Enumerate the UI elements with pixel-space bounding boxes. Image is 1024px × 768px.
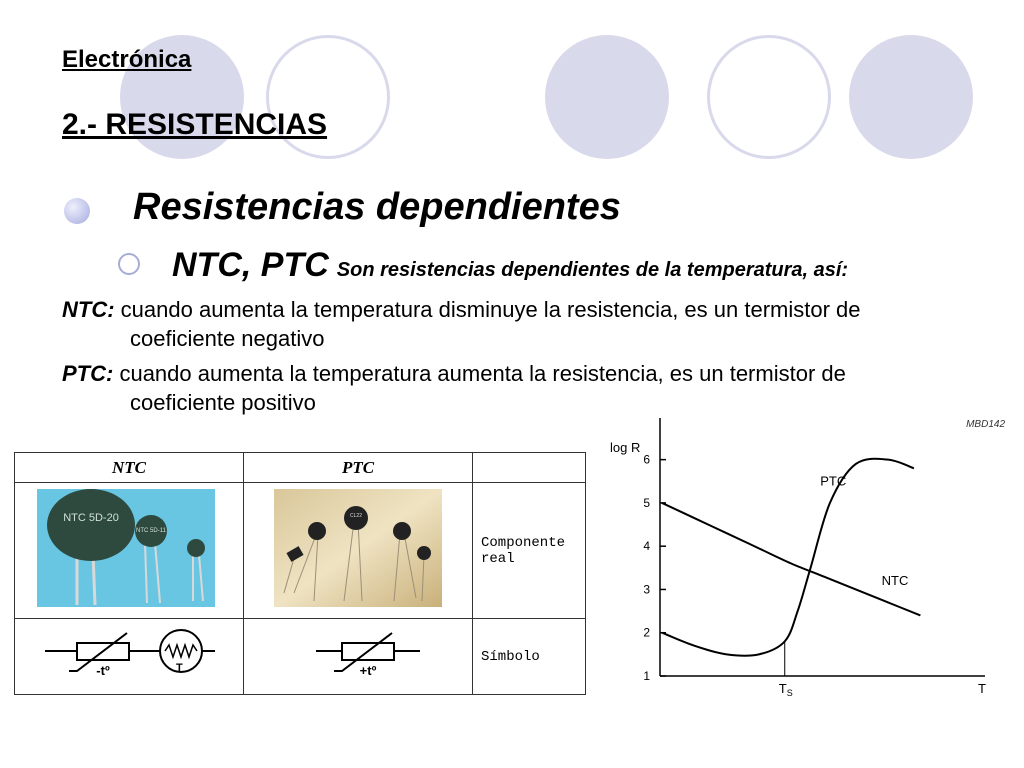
ntc-description	[62, 295, 962, 353]
row-label-real: Componente real	[473, 483, 586, 619]
course-title: Electrónica	[62, 46, 192, 73]
bullet-icon	[64, 198, 90, 224]
y-tick-label: 3	[643, 582, 650, 597]
ntc-symbol-label: -tº	[96, 663, 110, 678]
y-tick-label: 1	[643, 669, 650, 683]
decor-circle-filled-2	[545, 35, 669, 159]
decor-circle-filled-3	[849, 35, 973, 159]
sub-bullet	[172, 246, 848, 285]
ntc-photo-label-2: NTC 5D-11	[136, 528, 166, 534]
ptc-symbol	[244, 619, 472, 689]
series-label-ptc: PTC	[820, 473, 847, 489]
series-line-ntc	[662, 503, 920, 616]
table-row-symbol	[15, 619, 586, 695]
ptc-description	[62, 359, 962, 417]
row-label-symbol: Símbolo	[473, 619, 586, 695]
ntc-photo-cell	[15, 483, 244, 619]
ptc-symbol-label: +tº	[359, 663, 377, 678]
decor-circle-ring-2	[707, 35, 831, 159]
ptc-text-line2: coeficiente positivo	[130, 390, 316, 415]
x-axis-label: T	[978, 681, 986, 696]
ntc-symbol-cell	[15, 619, 244, 695]
section-heading: 2.- RESISTENCIAS	[62, 108, 328, 141]
chart-code: MBD142	[966, 419, 1005, 430]
ntc-label: NTC:	[62, 297, 115, 322]
chart-svg	[600, 410, 1020, 710]
ts-marker-label: $T_S$	[778, 681, 793, 698]
ring-bullet-icon	[118, 253, 140, 275]
sub-bullet-text: Son resistencias dependientes de la temperatura, así:	[336, 259, 849, 281]
ntc-text-line1: cuando aumenta la temperatura disminuye la resistencia, es un termistor de	[120, 297, 861, 322]
ntc-symbol	[15, 619, 243, 689]
ntc-photo	[15, 483, 243, 613]
y-tick-label: 6	[643, 452, 650, 467]
resistance-temperature-chart	[600, 410, 1020, 710]
ptc-photo-label: CL22	[350, 513, 362, 519]
ptc-text-line1: cuando aumenta la temperatura aumenta la resistencia, es un termistor de	[119, 361, 846, 386]
table-row-real	[15, 483, 586, 619]
ntc-photo-label-1: NTC 5D-20	[63, 512, 119, 524]
header-empty	[473, 453, 586, 483]
ptc-photo-cell	[244, 483, 473, 619]
ptc-photo	[244, 483, 472, 613]
y-tick-label: 2	[643, 625, 650, 640]
comparison-table	[14, 452, 586, 695]
header-ntc: NTC	[15, 453, 244, 483]
ntc-symbol2-label: T	[176, 662, 183, 674]
series-line-ptc	[662, 459, 914, 656]
header-ptc: PTC	[244, 453, 473, 483]
subtitle: Resistencias dependientes	[133, 186, 621, 228]
ptc-label: PTC:	[62, 361, 114, 386]
ntc-text-line2: coeficiente negativo	[130, 326, 325, 351]
series-label-ntc: NTC	[881, 573, 909, 589]
sub-bullet-title: NTC, PTC	[172, 246, 329, 284]
table-header-row	[15, 453, 586, 483]
y-axis-label: log R	[610, 440, 641, 455]
y-tick-label: 4	[643, 539, 650, 554]
ptc-symbol-cell	[244, 619, 473, 695]
y-tick-label: 5	[643, 495, 650, 510]
